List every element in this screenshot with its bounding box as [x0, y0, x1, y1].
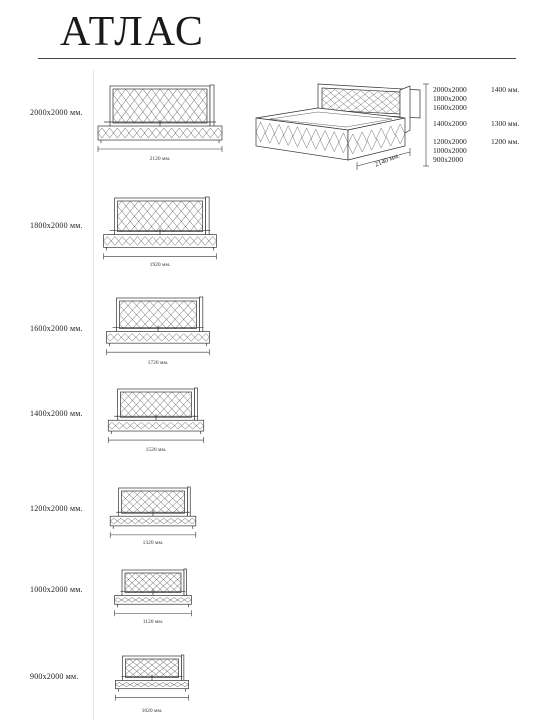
size-label-2000: 2000x2000 мм. [30, 108, 83, 117]
size-label-1200: 1200x2000 мм. [30, 504, 83, 513]
width-label-1200: 1320 мм. [142, 540, 164, 546]
width-label-2000: 2120 мм. [149, 156, 171, 162]
width-label-1000: 1120 мм. [142, 619, 164, 625]
spec-sizes-group-2: 1400x2000 [433, 119, 467, 128]
page-title: АТЛАС [60, 9, 205, 55]
width-label-1400: 1520 мм. [145, 447, 167, 453]
width-label-1600: 1720 мм. [147, 360, 169, 366]
size-label-1000: 1000x2000 мм. [30, 585, 83, 594]
size-label-1400: 1400x2000 мм. [30, 409, 83, 418]
spec-sizes-group-1: 2000x2000 1800x2000 1600x2000 [433, 85, 467, 112]
perspective-length-label: 2140 мм. [373, 151, 401, 169]
spec-height-1300: 1300 мм. [491, 119, 520, 128]
size-label-1600: 1600x2000 мм. [30, 324, 83, 333]
spec-sizes-group-3: 1200x2000 1000x2000 900x2000 [433, 137, 467, 164]
size-label-900: 900x2000 мм. [30, 672, 79, 681]
width-label-1800: 1920 мм. [149, 262, 171, 268]
width-label-900: 1020 мм. [141, 708, 163, 714]
size-label-1800: 1800x2000 мм. [30, 221, 83, 230]
spec-height-1200: 1200 мм. [491, 137, 520, 146]
spec-height-1400: 1400 мм. [491, 85, 520, 94]
